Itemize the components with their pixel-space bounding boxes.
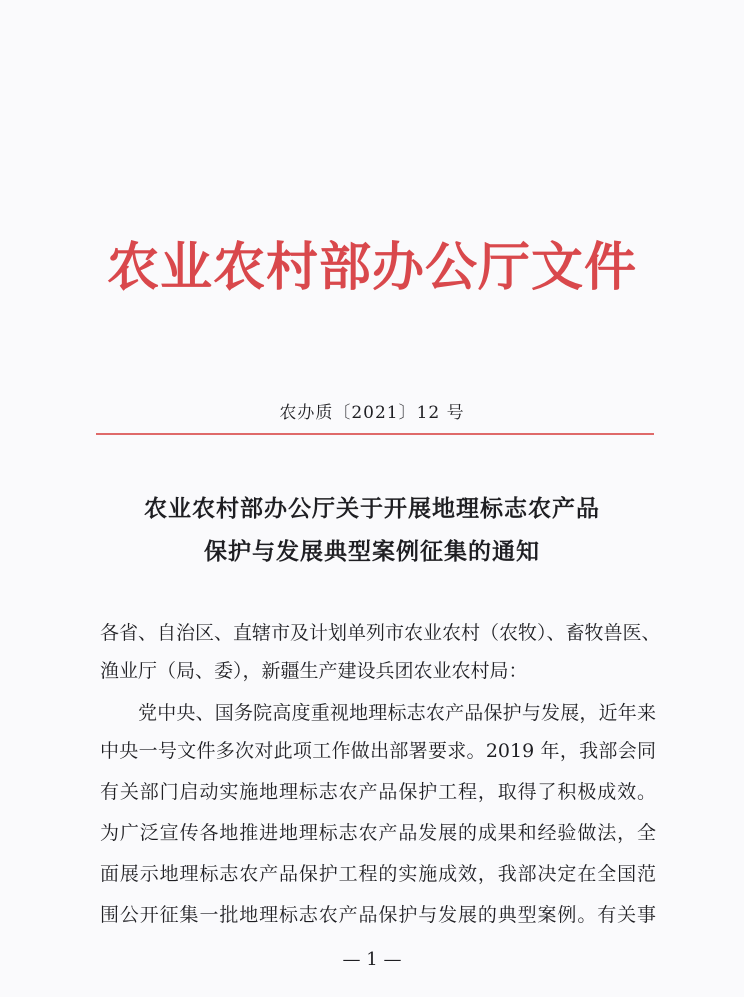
notice-title-line-1: 农业农村部办公厅关于开展地理标志农产品	[144, 495, 600, 522]
body-paragraph-line: 党中央、国务院高度重视地理标志农产品保护与发展，近年来	[138, 702, 656, 724]
body-paragraph-line: 面展示地理标志农产品保护工程的实施成效，我部决定在全国范	[100, 863, 656, 885]
notice-title-line-2: 保护与发展典型案例征集的通知	[204, 538, 540, 565]
page-number: — 1 —	[342, 949, 402, 970]
addressee-line-2: 渔业厅（局、委），新疆生产建设兵团农业农村局：	[100, 660, 528, 682]
issuing-office-header: 农业农村部办公厅文件	[106, 237, 637, 298]
body-paragraph-line: 有关部门启动实施地理标志农产品保护工程，取得了积极成效。	[100, 781, 656, 803]
body-paragraph-line: 围公开征集一批地理标志农产品保护与发展的典型案例。有关事	[100, 904, 656, 926]
document-number: 农办质〔2021〕12 号	[279, 403, 465, 423]
body-paragraph-line: 中央一号文件多次对此项工作做出部署要求。2019 年，我部会同	[100, 740, 656, 762]
body-paragraph-line: 为广泛宣传各地推进地理标志农产品发展的成果和经验做法，全	[100, 822, 656, 844]
addressee-line-1: 各省、自治区、直辖市及计划单列市农业农村（农牧）、畜牧兽医、	[100, 622, 661, 644]
red-separator-line	[96, 433, 654, 435]
